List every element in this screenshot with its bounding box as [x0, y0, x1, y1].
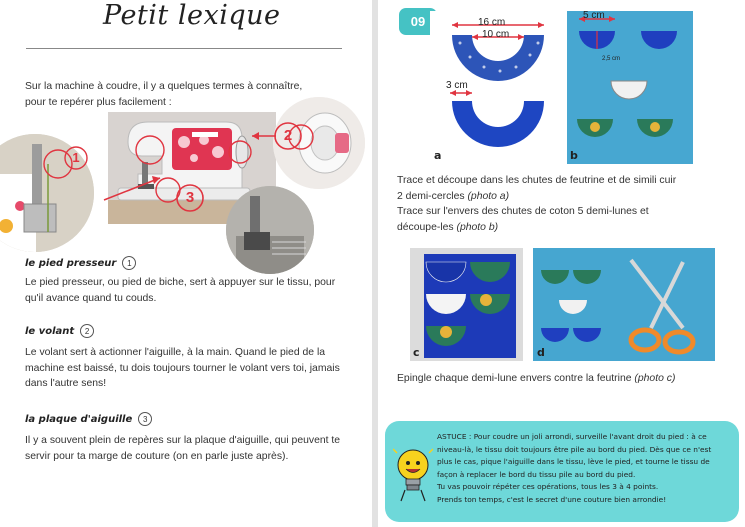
photo-label-b: b: [570, 149, 578, 162]
term-number-badge: 3: [138, 412, 152, 426]
measure-outer: 16 cm: [478, 17, 506, 28]
instruction-line: [397, 189, 737, 205]
term-text-handwheel: Le volant sert à actionner l'aiguille, à la main. Quand le pied de la machine est baissé, tu dois toujours tourner le volant vers toi, jamais dans l'autre sens!: [25, 347, 340, 389]
term-number-badge: 1: [122, 256, 136, 270]
callout-arrows: [0, 0, 372, 260]
instruction-fragment: découpe-les: [397, 221, 457, 233]
term-title: le volant: [25, 325, 75, 337]
intro-text: Sur la machine à coudre, il y a quelques termes à connaître, pour te repérer plus facilement :: [25, 81, 303, 108]
measure-moon: 5 cm: [583, 10, 605, 21]
term-title: le pied presseur: [25, 257, 117, 269]
term-heading-needle-plate: [25, 412, 152, 426]
step-number-badge: 09: [399, 8, 437, 35]
measure-inner: 10 cm: [482, 29, 510, 40]
instruction-text-c: [397, 371, 737, 387]
tip-line: Prends ton temps, c'est le secret d'une couture bien arrondie!: [437, 494, 667, 504]
photo-reference: (photo b): [456, 221, 499, 233]
callout-number-1: 1: [72, 150, 80, 165]
instruction-fragment: 2 demi-cercles: [397, 190, 468, 202]
term-heading-handwheel: [25, 324, 94, 338]
photo-label-a: a: [434, 149, 442, 162]
photo-label-c: c: [413, 346, 420, 359]
instruction-line: Trace et découpe dans les chutes de feutrine et de simili cuir: [397, 175, 677, 186]
tip-line: ASTUCE : Pour coudre un joli arrondi, surveille l'avant droit du pied : à ce: [437, 432, 707, 441]
tip-line: façon à replacer le bord du tissu pile au bord du pied.: [437, 469, 636, 479]
tip-line: Tu vas pouvoir répéter ces opérations, tous les 3 à 4 points.: [437, 482, 659, 492]
term-text-presser-foot: Le pied presseur, ou pied de biche, sert à appuyer sur le tissu, pour qu'il avance quand tu couds.: [25, 277, 336, 304]
photo-b-half-moons: [567, 11, 693, 164]
tip-text: [437, 431, 731, 507]
lightbulb-icon: [393, 445, 433, 505]
page-title: Petit lexique: [103, 0, 281, 31]
tip-box: [385, 421, 739, 522]
instruction-line: Trace sur l'envers des chutes de coton 5 demi-lunes et: [397, 206, 649, 217]
photo-d-moons-and-scissors: [533, 248, 715, 361]
measure-band: 3 cm: [446, 80, 468, 91]
photo-c-pinned-moons: [410, 248, 523, 361]
instruction-line: [397, 220, 737, 236]
term-text-needle-plate: Il y a souvent plein de repères sur la plaque d'aiguille, qui peuvent te servir pour ta marge de couture (on en parle juste après).: [25, 435, 341, 462]
instruction-text-ab: [397, 173, 737, 235]
measure-moon-small: 2,5 cm: [602, 56, 621, 62]
callout-number-2: 2: [283, 127, 293, 144]
term-heading-presser-foot: [25, 256, 136, 270]
instruction-fragment: Epingle chaque demi-lune envers contre la feutrine: [397, 373, 635, 384]
photo-reference: (photo a): [467, 190, 510, 202]
tip-line: niveau-là, le tissu doit toujours être pile au bord du pied. Dès que ce n'est: [437, 444, 712, 454]
term-number-badge: 2: [80, 324, 94, 338]
callout-number-3: 3: [185, 189, 195, 206]
term-title: la plaque d'aiguille: [25, 413, 133, 425]
photo-label-d: d: [537, 346, 545, 359]
photo-reference: (photo c): [634, 373, 676, 384]
tip-line: plus le cas, pique l'aiguille dans le tissu, lève le pied, et tourne le tissu de: [437, 457, 710, 467]
